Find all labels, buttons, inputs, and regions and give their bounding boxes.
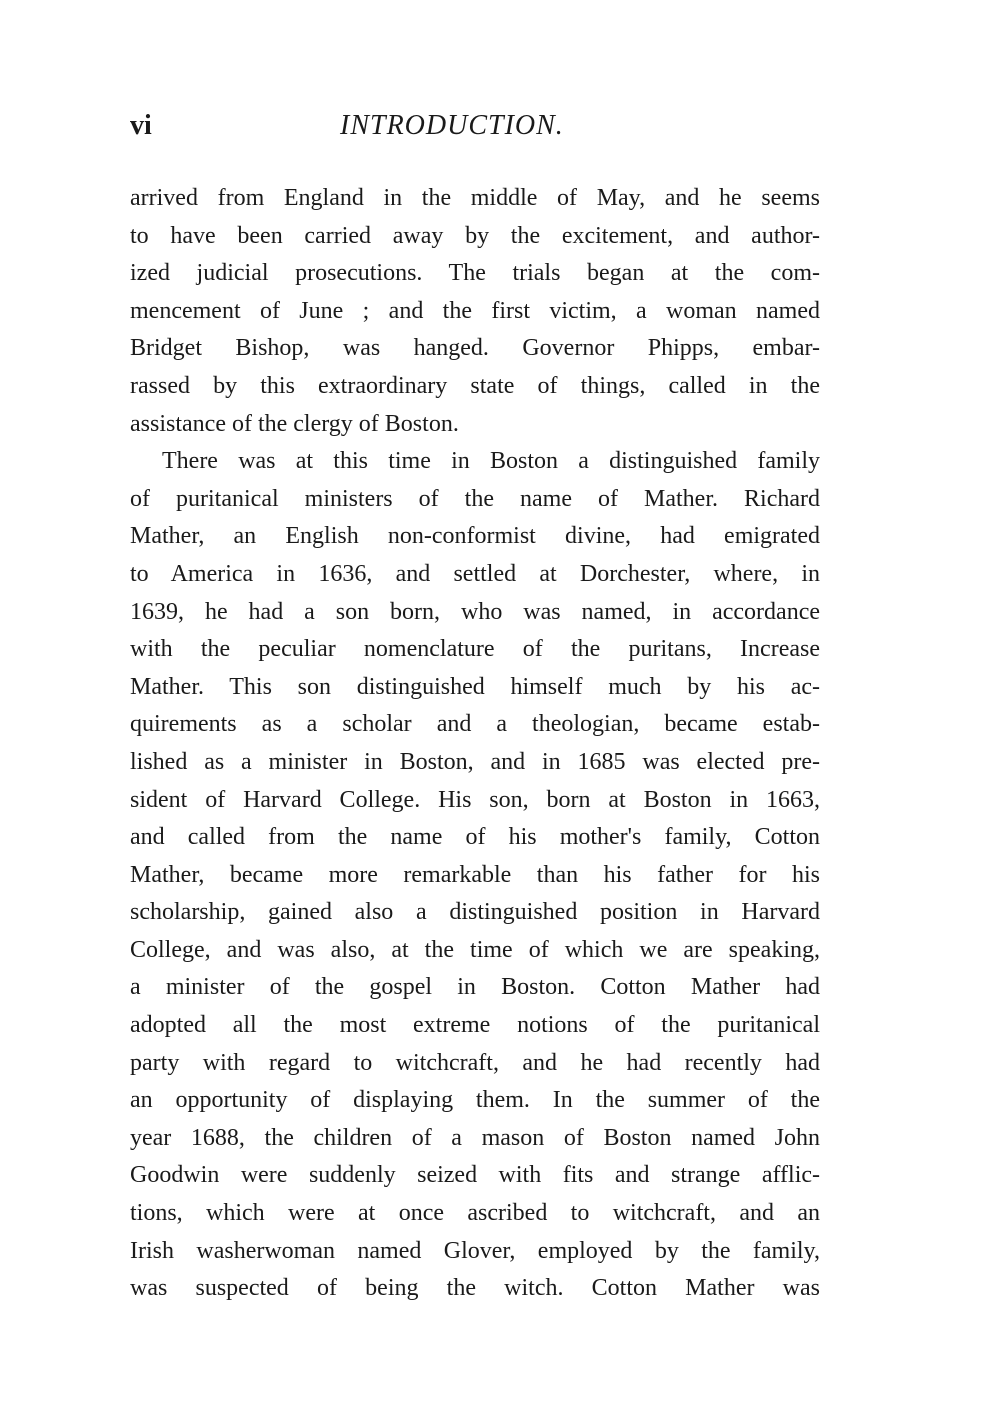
text-line: year 1688, the children of a mason of Boston named John: [130, 1124, 820, 1151]
page-header: [130, 110, 820, 150]
text-line: ized judicial prosecutions. The trials began at the com-: [130, 260, 820, 287]
text-line: assistance of the clergy of Boston.: [130, 410, 459, 437]
text-line: of puritanical ministers of the name of Mather. Richard: [130, 485, 820, 512]
text-line: tions, which were at once ascribed to witchcraft, and an: [130, 1200, 820, 1227]
text-line: Mather. This son distinguished himself much by his ac-: [130, 673, 820, 700]
body-text: [130, 180, 820, 1308]
paragraph-1: [130, 180, 820, 443]
text-line: Irish washerwoman named Glover, employed by the family,: [130, 1237, 820, 1264]
text-line: a minister of the gospel in Boston. Cotton Mather had: [130, 974, 820, 1001]
paragraph-2: [130, 443, 820, 1308]
text-line: party with regard to witchcraft, and he had recently had: [130, 1049, 820, 1076]
text-line: Bridget Bishop, was hanged. Governor Phipps, embar-: [130, 335, 820, 362]
text-line: quirements as a scholar and a theologian, became estab-: [130, 711, 820, 738]
text-line: mencement of June ; and the first victim, a woman named: [130, 297, 820, 324]
text-line: arrived from England in the middle of May, and he seems: [130, 185, 820, 211]
text-line: lished as a minister in Boston, and in 1685 was elected pre-: [130, 748, 820, 775]
page-number: vi: [130, 110, 152, 141]
text-line: There was at this time in Boston a distinguished family: [162, 448, 820, 475]
text-line: and called from the name of his mother's family, Cotton: [130, 824, 820, 851]
text-line: rassed by this extraordinary state of things, called in the: [130, 372, 820, 399]
text-line: to have been carried away by the excitement, and author-: [130, 222, 820, 249]
text-line: was suspected of being the witch. Cotton Mather was: [130, 1275, 820, 1302]
text-line: adopted all the most extreme notions of the puritanical: [130, 1012, 820, 1039]
text-line: scholarship, gained also a distinguished position in Harvard: [130, 899, 820, 926]
text-line: Goodwin were suddenly seized with fits and strange afflic-: [130, 1162, 820, 1189]
running-head: INTRODUCTION.: [340, 110, 564, 141]
text-line: an opportunity of displaying them. In the summer of the: [130, 1087, 820, 1114]
text-line: College, and was also, at the time of which we are speaking,: [130, 936, 820, 963]
text-line: Mather, became more remarkable than his father for his: [130, 861, 820, 888]
text-line: to America in 1636, and settled at Dorchester, where, in: [130, 560, 820, 587]
text-line: with the peculiar nomenclature of the puritans, Increase: [130, 636, 820, 663]
text-line: 1639, he had a son born, who was named, in accordance: [130, 598, 820, 625]
text-line: Mather, an English non-conformist divine, had emigrated: [130, 523, 820, 550]
text-line: sident of Harvard College. His son, born at Boston in 1663,: [130, 786, 820, 813]
